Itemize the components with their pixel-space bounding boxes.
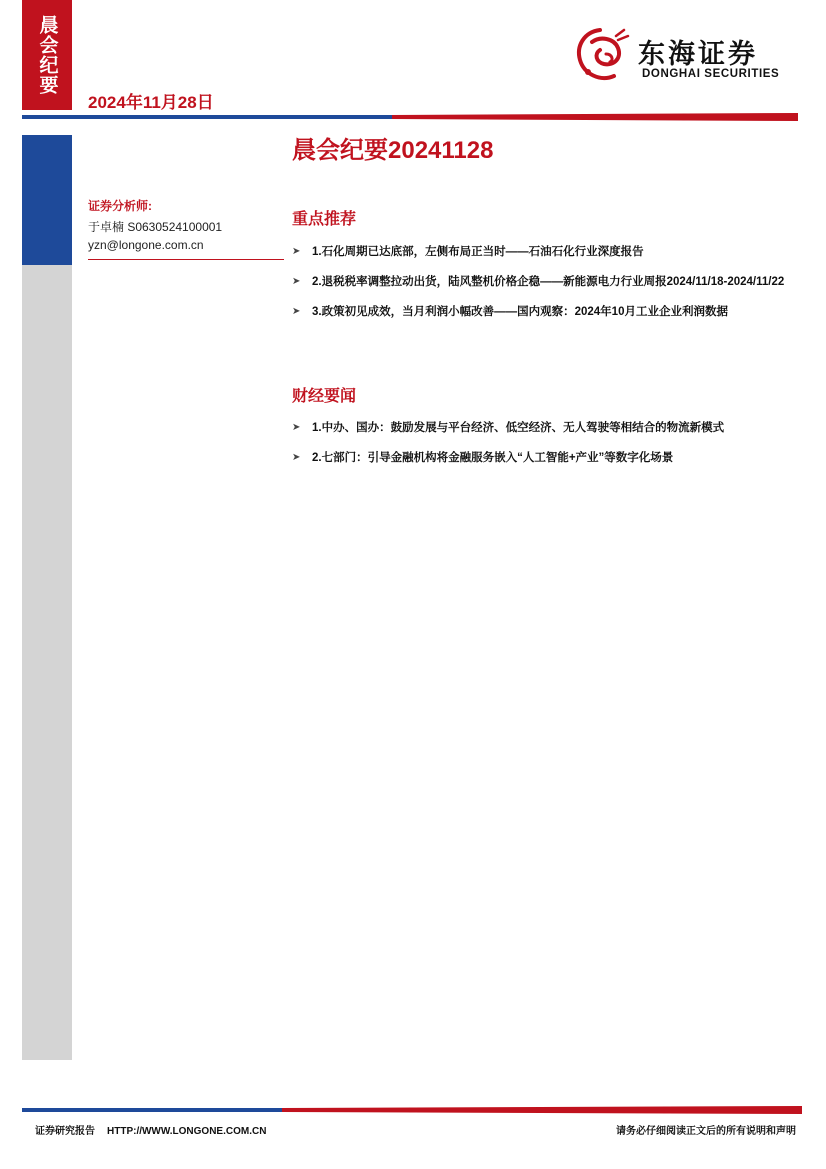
dragon-logo-icon bbox=[570, 24, 634, 88]
list-item[interactable] bbox=[292, 302, 802, 322]
company-logo bbox=[570, 24, 800, 88]
analyst-name: 于卓楠 S0630524100001 bbox=[88, 220, 223, 234]
bullet-arrow-icon: ➤ bbox=[292, 422, 301, 433]
recommendation-list bbox=[292, 242, 802, 332]
analyst-divider bbox=[88, 259, 284, 260]
list-item[interactable] bbox=[292, 448, 802, 468]
list-item[interactable] bbox=[292, 418, 802, 438]
list-item[interactable] bbox=[292, 242, 802, 262]
bullet-arrow-icon: ➤ bbox=[292, 276, 301, 287]
analyst-label: 证券分析师: bbox=[88, 199, 152, 213]
page-title: 晨会纪要20241128 bbox=[292, 137, 494, 164]
section-title-recommendations: 重点推荐 bbox=[292, 211, 357, 228]
analyst-info bbox=[88, 197, 284, 260]
bullet-arrow-icon: ➤ bbox=[292, 452, 301, 463]
footer-url-link[interactable]: HTTP://WWW.LONGONE.COM.CN bbox=[107, 1126, 267, 1137]
left-sidebar-strip bbox=[22, 135, 72, 1060]
report-date: 2024年11月28日 bbox=[88, 93, 214, 112]
bullet-arrow-icon: ➤ bbox=[292, 306, 301, 317]
bullet-arrow-icon: ➤ bbox=[292, 246, 301, 257]
logo-english-name: DONGHAI SECURITIES bbox=[642, 68, 780, 80]
section-title-finance-news: 财经要闻 bbox=[292, 388, 357, 405]
footer-disclaimer: 请务必仔细阅读正文后的所有说明和声明 bbox=[616, 1126, 796, 1137]
footer-left bbox=[35, 1122, 266, 1137]
sidebar-accent-block bbox=[22, 135, 72, 265]
finance-news-list bbox=[292, 418, 802, 478]
list-item[interactable] bbox=[292, 272, 802, 292]
footer-divider bbox=[22, 1106, 802, 1114]
footer-report-label: 证券研究报告 bbox=[35, 1126, 95, 1137]
list-item-text: 2.退税税率调整拉动出货，陆风整机价格企稳——新能源电力行业周报2024/11/18-2024/11/22 bbox=[312, 276, 785, 288]
list-item-text: 2.七部门：引导金融机构将金融服务嵌入“人工智能+产业”等数字化场景 bbox=[312, 452, 674, 464]
header-divider bbox=[22, 113, 798, 123]
list-item-text: 1.中办、国办：鼓励发展与平台经济、低空经济、无人驾驶等相结合的物流新模式 bbox=[312, 422, 725, 434]
analyst-email[interactable]: yzn@longone.com.cn bbox=[88, 238, 204, 252]
logo-chinese-name: 东海证券 bbox=[638, 39, 758, 69]
list-item-text: 1.石化周期已达底部，左侧布局正当时——石油石化行业深度报告 bbox=[312, 246, 644, 258]
list-item-text: 3.政策初见成效，当月利润小幅改善——国内观察：2024年10月工业企业利润数据 bbox=[312, 306, 728, 318]
report-type-tab bbox=[22, 0, 72, 110]
report-type-label: 晨会纪要 bbox=[36, 15, 58, 95]
